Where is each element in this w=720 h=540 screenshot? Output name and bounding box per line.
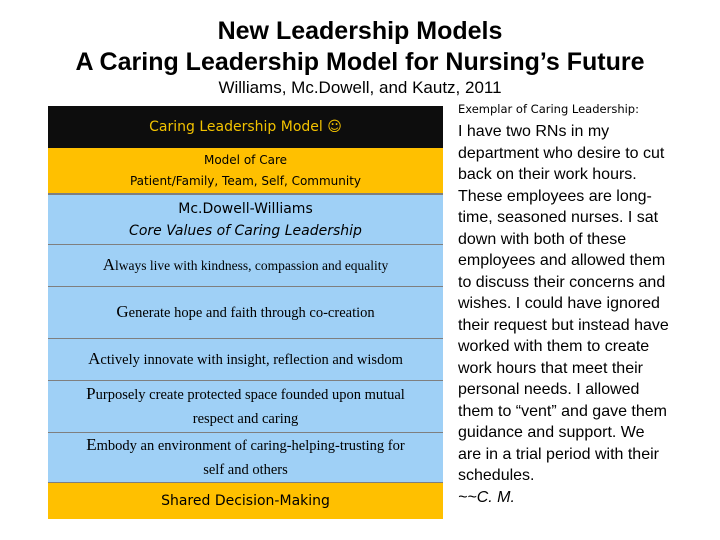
value-row-always — [48, 244, 443, 286]
exemplar-line: employees and allowed them — [458, 252, 666, 269]
exemplar-line: their request but instead have — [458, 316, 669, 334]
value-row-generate — [48, 286, 443, 338]
title-line-1: New Leadership Models — [217, 17, 503, 45]
model-of-care-row — [48, 148, 443, 194]
value-purposely-line1: Purposely create protected space founded upon mutual — [86, 384, 405, 403]
exemplar-line: time, seasoned nurses. I sat — [458, 209, 659, 226]
value-row-embody — [48, 432, 443, 482]
exemplar-line: guidance and support. We — [458, 424, 645, 441]
core-values-author: Mc.Dowell-Williams — [178, 200, 313, 217]
value-purposely-line2: respect and caring — [192, 411, 299, 427]
title-line-2: A Caring Leadership Model for Nursing’s Future — [75, 48, 645, 76]
core-values-title: Core Values of Caring Leadership — [129, 222, 362, 239]
exemplar-line: wishes. I could have ignored — [458, 295, 660, 312]
exemplar-line: These employees are long- — [458, 187, 652, 205]
slide-subtitle: Williams, Mc.Dowell, and Kautz, 2011 — [218, 78, 502, 97]
value-actively: Actively innovate with insight, reflection and wisdom — [88, 349, 403, 368]
exemplar-panel — [458, 101, 720, 508]
exemplar-line: schedules. — [458, 467, 535, 484]
core-values-row — [48, 194, 443, 244]
exemplar-signature: ~~C. M. — [458, 488, 515, 506]
exemplar-line: I have two RNs in my — [458, 123, 610, 140]
model-of-care-title: Model of Care — [203, 152, 287, 167]
exemplar-line: department who desire to cut — [458, 144, 665, 162]
exemplar-line: to discuss their concerns and — [458, 273, 666, 291]
value-generate: Generate hope and faith through co-creation — [116, 302, 375, 321]
shared-decision-row — [48, 482, 443, 519]
value-embody-line1: Embody an environment of caring-helping-trusting for — [86, 435, 405, 454]
exemplar-line: work hours that meet their — [458, 359, 643, 377]
exemplar-text — [458, 121, 720, 508]
model-header-text: Caring Leadership Model ☺ — [149, 119, 342, 135]
value-row-purposely — [48, 380, 443, 432]
model-of-care-scope: Patient/Family, Team, Self, Community — [129, 173, 362, 188]
exemplar-line: down with both of these — [458, 230, 627, 248]
exemplar-line: back on their work hours. — [458, 166, 637, 183]
exemplar-line: worked with them to create — [458, 338, 650, 355]
slide-title — [0, 16, 720, 78]
model-header — [48, 106, 443, 148]
exemplar-line: personal needs. I allowed — [458, 381, 640, 398]
exemplar-line: them to “vent” and gave them — [458, 402, 667, 420]
value-always: Always live with kindness, compassion and equality — [102, 255, 389, 274]
shared-decision-making: Shared Decision-Making — [161, 493, 330, 509]
exemplar-line: are in a trial period with their — [458, 445, 659, 463]
value-embody-line2: self and others — [203, 462, 288, 478]
exemplar-label: Exemplar of Caring Leadership: — [458, 102, 639, 116]
value-row-actively — [48, 338, 443, 380]
